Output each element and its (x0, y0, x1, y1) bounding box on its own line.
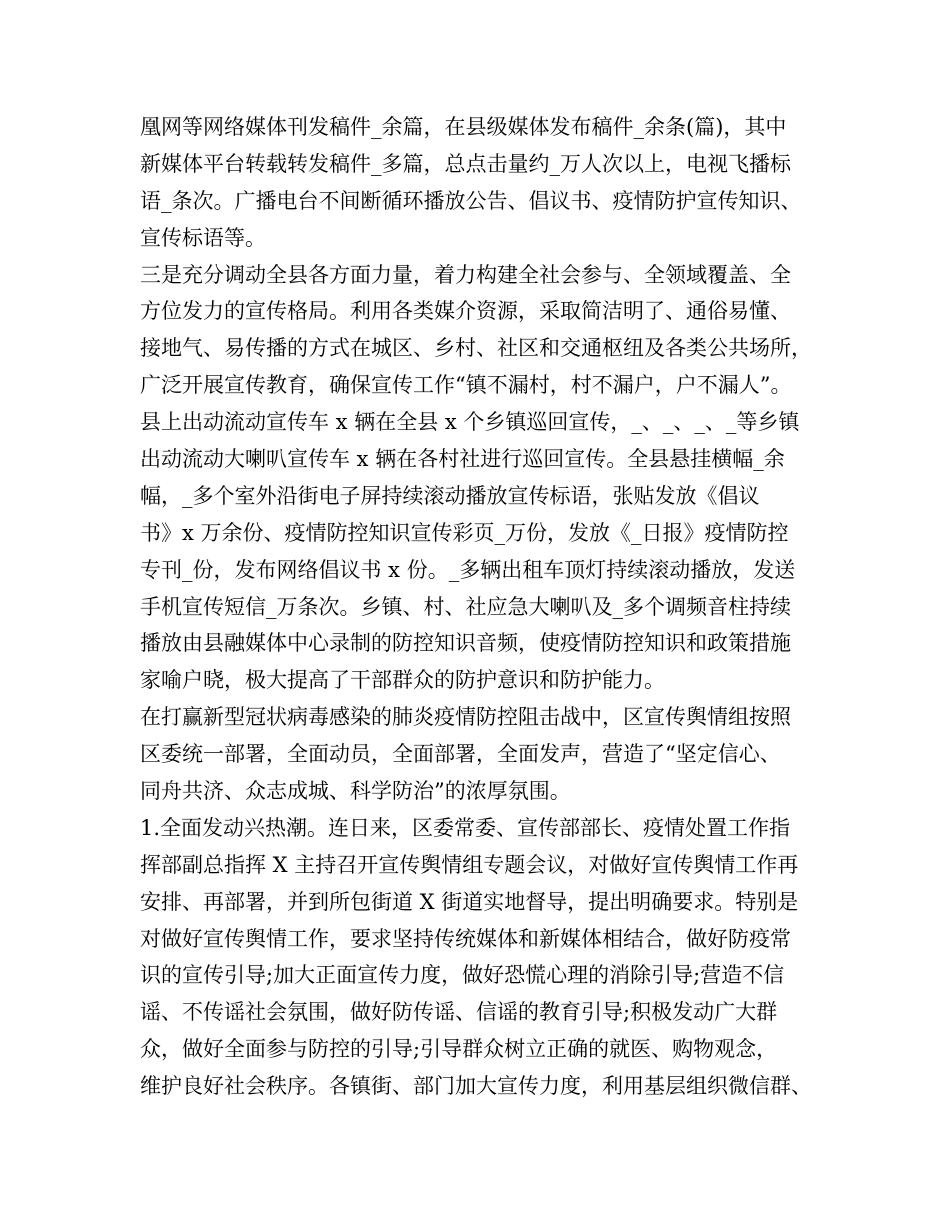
text-line: 专刊_份，发布网络倡议书 x 份。_多辆出租车顶灯持续滚动播放，发送 (140, 557, 796, 582)
text-line: 手机宣传短信_万条次。乡镇、村、社应急大喇叭及_多个调频音柱持续 (140, 594, 791, 619)
text-line: 宣传标语等。 (140, 225, 266, 250)
text-line: 识的宣传引导;加大正面宣传力度，做好恐慌心理的消除引导;营造不信 (140, 963, 785, 988)
text-line: 语_条次。广播电台不间断循环播放公告、倡议书、疫情防护宣传知识、 (140, 188, 802, 213)
text-line: 挥部副总指挥 X 主持召开宣传舆情组专题会议，对做好宣传舆情工作再 (140, 852, 799, 877)
text-line: 播放由县融媒体中心录制的防控知识音频，使疫情防控知识和政策措施 (140, 631, 791, 656)
text-line: 幅，_多个室外沿街电子屏持续滚动播放宣传标语，张贴发放《倡议 (140, 483, 760, 508)
text-line: 县上出动流动宣传车 x 辆在全县 x 个乡镇巡回宣传，_、_、_、_等乡镇 (140, 410, 800, 435)
text-line: 接地气、易传播的方式在城区、乡村、社区和交通枢纽及各类公共场所， (140, 336, 812, 361)
text-line: 出动流动大喇叭宣传车 x 辆在各村社进行巡回宣传。全县悬挂横幅_余 (140, 447, 785, 472)
text-line: 书》x 万余份、疫情防控知识宣传彩页_万份，发放《_日报》疫情防控 (140, 520, 789, 545)
text-line: 区委统一部署，全面动员，全面部署，全面发声，营造了“坚定信心、 (140, 742, 781, 767)
text-line: 广泛开展宣传教育，确保宣传工作“镇不漏村，村不漏户，户不漏人”。 (140, 373, 792, 398)
text-line: 众，做好全面参与防控的引导;引导群众树立正确的就医、购物观念， (140, 1037, 778, 1062)
text-line: 家喻户晓，极大提高了干部群众的防护意识和防护能力。 (140, 668, 665, 693)
text-line: 1.全面发动兴热潮。连日来，区委常委、宣传部部长、疫情处置工作指 (140, 815, 791, 840)
text-line: 三是充分调动全县各方面力量，着力构建全社会参与、全领域覆盖、全 (140, 262, 791, 287)
text-line: 安排、再部署，并到所包街道 X 街道实地督导，提出明确要求。特别是 (140, 889, 799, 914)
text-line: 维护良好社会秩序。各镇街、部门加大宣传力度，利用基层组织微信群、 (140, 1074, 812, 1099)
text-line: 在打赢新型冠状病毒感染的肺炎疫情防控阻击战中，区宣传舆情组按照 (140, 705, 791, 730)
text-line: 新媒体平台转载转发稿件_多篇，总点击量约_万人次以上，电视飞播标 (140, 151, 791, 176)
text-line: 凰网等网络媒体刊发稿件_余篇，在县级媒体发布稿件_余条(篇)，其中 (140, 115, 787, 139)
text-line: 方位发力的宣传格局。利用各类媒介资源，采取简洁明了、通俗易懂、 (140, 299, 791, 324)
text-line: 谣、不传谣社会氛围，做好防传谣、信谣的教育引导;积极发动广大群 (140, 1000, 778, 1025)
text-line: 同舟共济、众志成城、科学防治”的浓厚氛围。 (140, 779, 571, 804)
text-line: 对做好宣传舆情工作，要求坚持传统媒体和新媒体相结合，做好防疫常 (140, 926, 791, 951)
body-text (140, 109, 830, 1105)
